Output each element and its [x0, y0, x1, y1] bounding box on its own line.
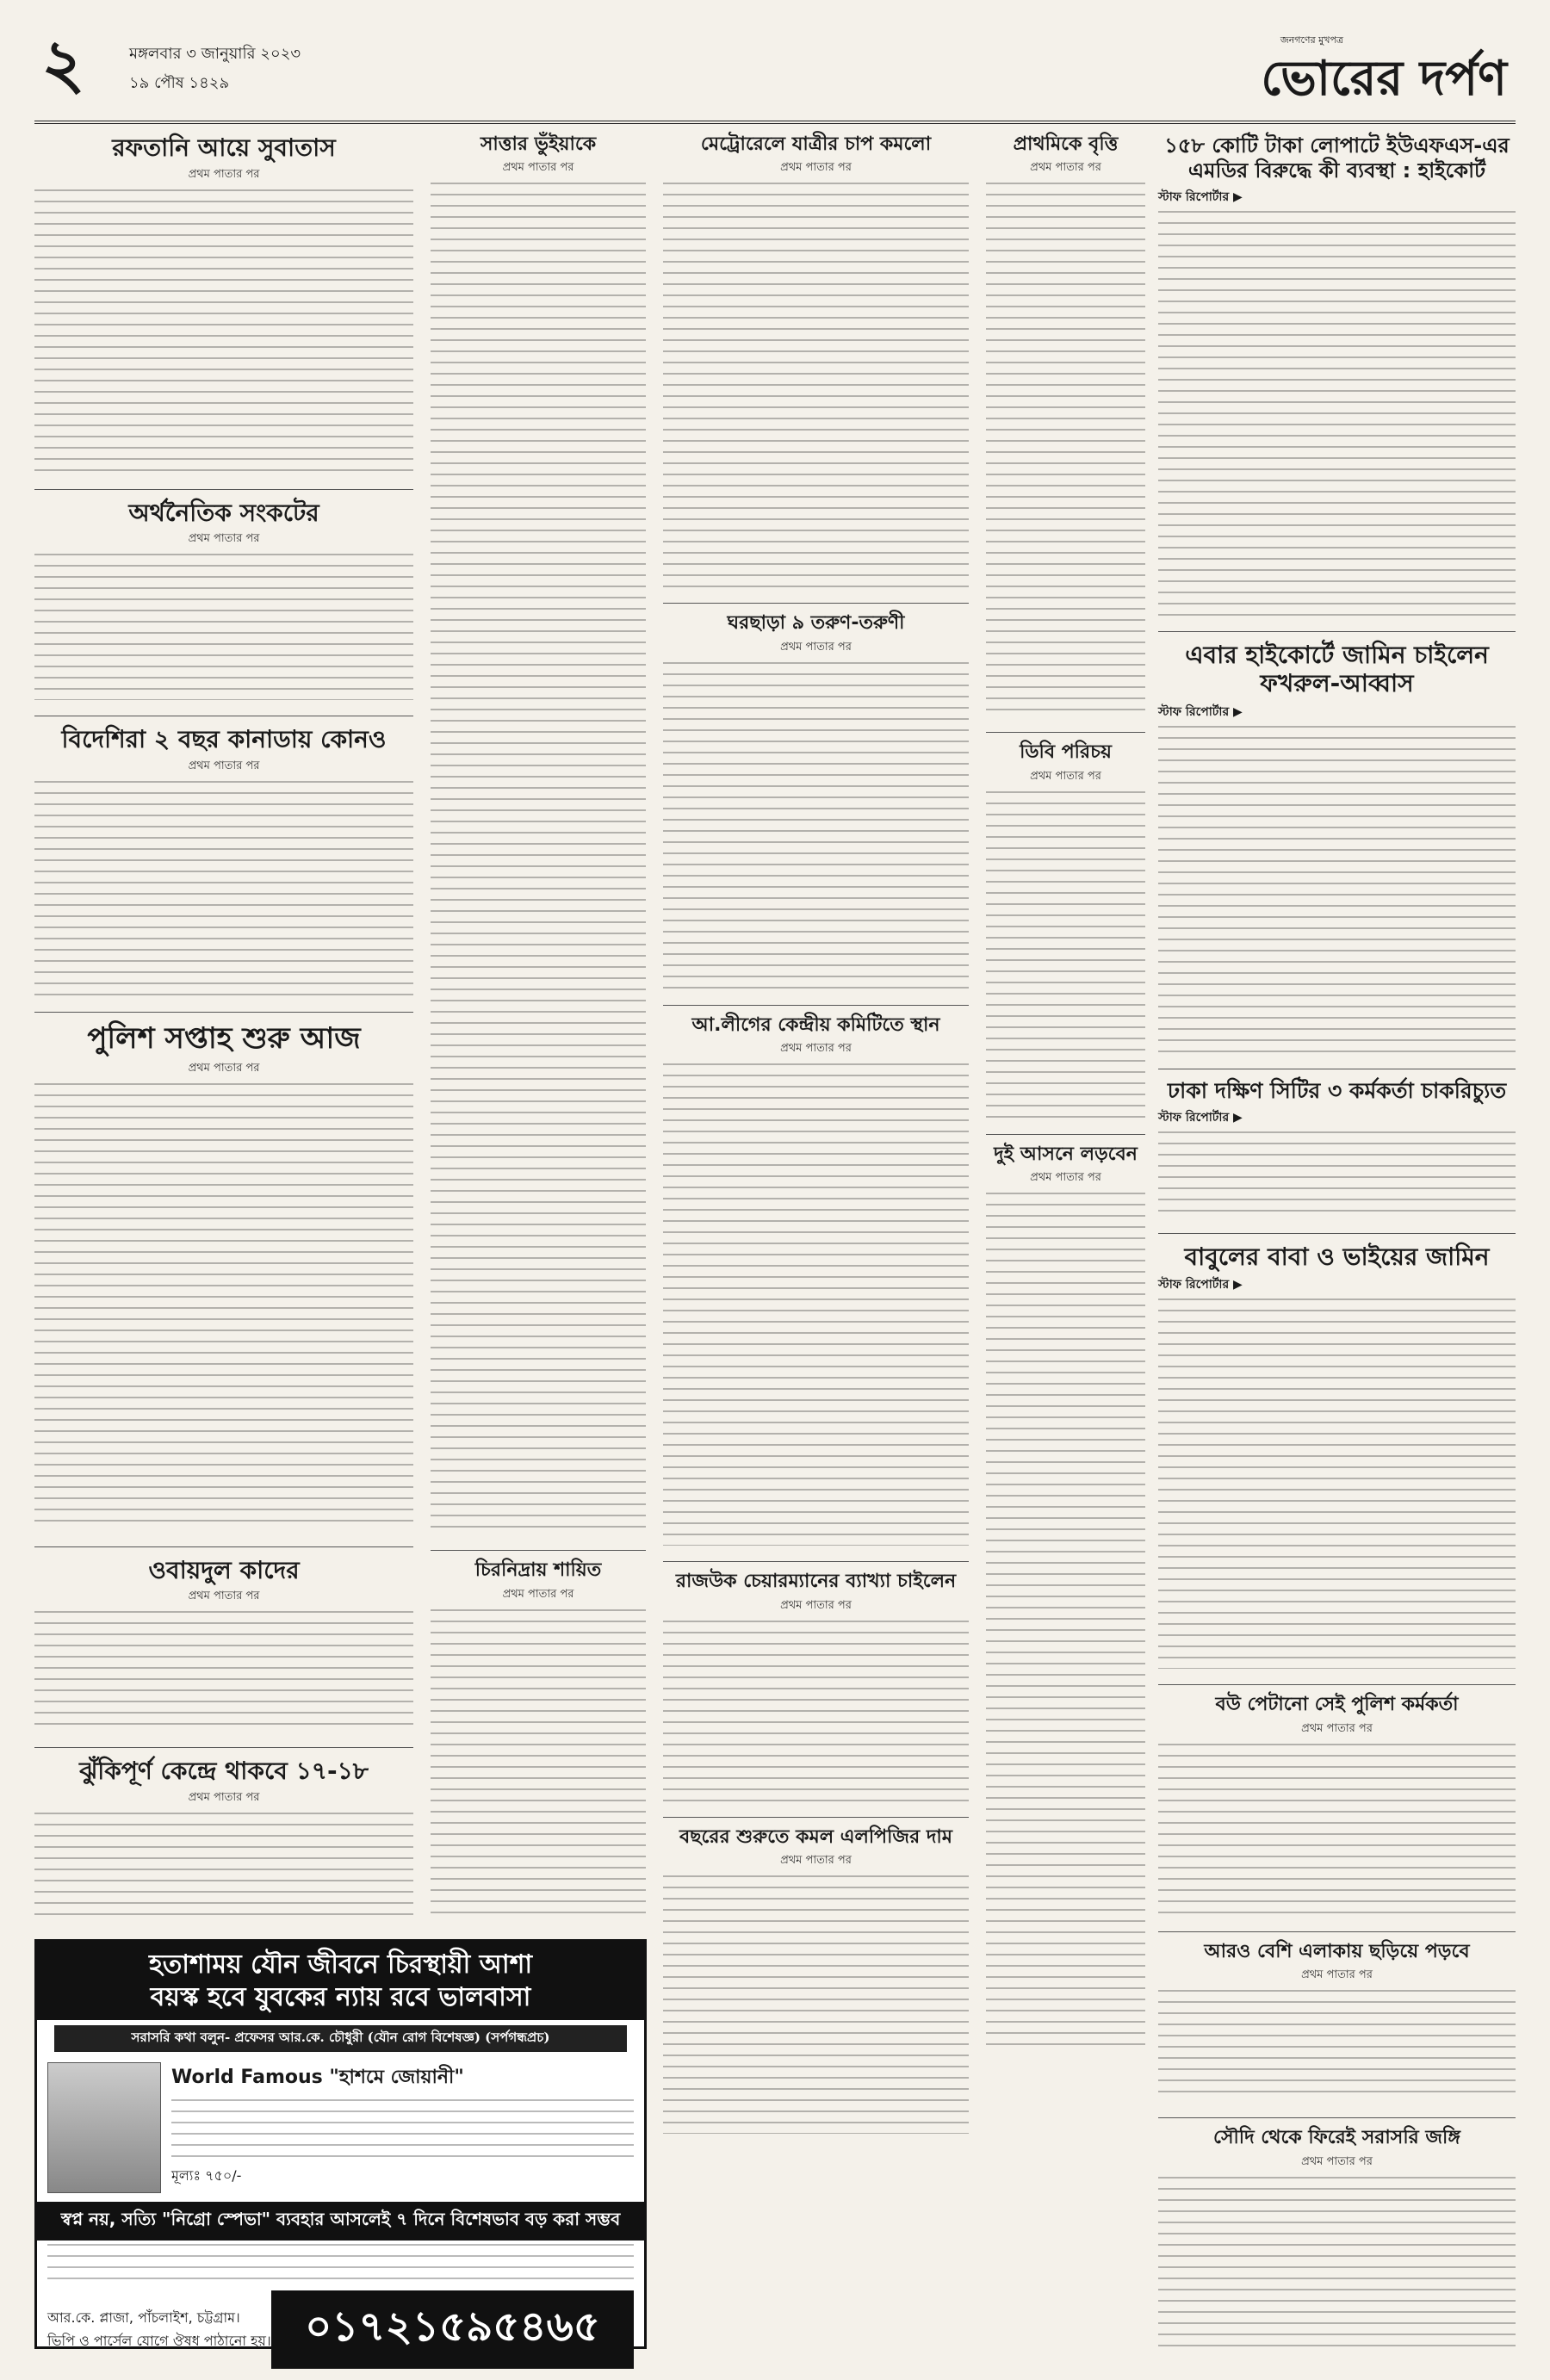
article-body [986, 1193, 1145, 2054]
byline: স্টাফ রিপোর্টার ▶ [1158, 1278, 1243, 1292]
date-gregorian: মঙ্গলবার ৩ জানুয়ারি ২০২৩ [129, 45, 301, 63]
article-two-seats [986, 1144, 1145, 2054]
article-body [34, 189, 413, 474]
article-metro-rail [663, 133, 969, 587]
headline: ঝুঁকিপূর্ণ কেন্দ্রে থাকবে ১৭-১৮ [79, 1757, 369, 1786]
article-body [1158, 211, 1516, 616]
headline: আরও বেশি এলাকায় ছড়িয়ে পড়বে [1204, 1940, 1470, 1962]
jump-label: প্রথম পাতার পর [1030, 161, 1101, 175]
jump-label: প্রথম পাতার পর [780, 1598, 852, 1612]
article-body [431, 183, 646, 1534]
article-body [663, 1621, 969, 1801]
article-babul [1158, 1243, 1516, 1670]
article-ufs-md [1158, 133, 1516, 616]
ad-phone: ০১৭২১৫৯৫৪৬৫ [271, 2290, 634, 2369]
ad-doctor-photo [47, 2062, 161, 2193]
column-5 [1158, 133, 1516, 2365]
column-1 [34, 133, 413, 1931]
ad-product-name: World Famous "হাশমে জোয়ানী" [171, 2067, 464, 2088]
article-body [1158, 1131, 1516, 1218]
byline: স্টাফ রিপোর্টার ▶ [1158, 704, 1243, 719]
article-obaidul-quader [34, 1556, 413, 1732]
headline: রফতানি আয়ে সুবাতাস [112, 133, 336, 162]
byline: স্টাফ রিপোর্টার ▶ [1158, 189, 1243, 204]
article-primary-stipend [986, 133, 1145, 716]
page-number: ২ [41, 25, 85, 103]
jump-label: প্রথম পাতার পর [188, 167, 260, 181]
column-2 [431, 133, 646, 1935]
headline: পুলিশ সপ্তাহ শুরু আজ [87, 1020, 361, 1056]
column-4 [986, 133, 1145, 2069]
headline: ঘরছাড়া ৯ তরুণ-তরুণী [727, 612, 905, 635]
jump-label: প্রথম পাতার পর [1301, 2154, 1373, 2168]
article-body [986, 791, 1145, 1119]
jump-label: প্রথম পাতার পর [780, 1853, 852, 1867]
article-body [1158, 2177, 1516, 2349]
article-body [34, 1083, 413, 1531]
ad-product-text [161, 2062, 634, 2193]
ad-banner-line-1: হতাশাময় যৌন জীবনে চিরস্থায়ী আশা [148, 1949, 533, 1980]
jump-label: প্রথম পাতার পর [188, 1590, 260, 1603]
article-police-week [34, 1021, 413, 1531]
article-canada [34, 725, 413, 996]
jump-label: প্রথম পাতার পর [188, 1061, 260, 1075]
ad-address-line-2: ভিপি ও পার্সেল যোগে ঔষধ পাঠানো হয়। [47, 2332, 271, 2349]
article-rajuk [663, 1571, 969, 1800]
article-body [431, 1609, 646, 1919]
ad-contact-tag: সরাসরি কথা বলুন- প্রফেসর আর.কে. চৌধুরী (যৌন রোগ বিশেষজ্ঞ) (সর্পগন্ধপ্রচ) [54, 2025, 627, 2052]
jump-label: প্রথম পাতার পর [780, 640, 852, 654]
headline: ঢাকা দক্ষিণ সিটির ৩ কর্মকর্তা চাকরিচ্যুত [1167, 1077, 1507, 1103]
headline: ১৫৮ কোটি টাকা লোপাটে ইউএফএস-এর এমডির বিরুদ্ধে কী ব্যবস্থা : হাইকোর্ট [1164, 133, 1510, 183]
article-body [663, 662, 969, 989]
ad-middle [37, 2057, 644, 2198]
article-body [663, 183, 969, 587]
article-lpg-price [663, 1826, 969, 2134]
jump-label: প্রথম পাতার পর [188, 532, 260, 546]
article-dhaka-south [1158, 1078, 1516, 1218]
jump-label: প্রথম পাতার পর [1030, 769, 1101, 783]
ad-banner-line-2: বয়স্ক হবে যুবকের ন্যায় রবে ভালবাসা [150, 1981, 531, 2012]
headline: বিদেশিরা ২ বছর কানাডায় কোনও [61, 725, 387, 754]
article-body [1158, 1990, 1516, 2102]
ad-fine-print [47, 2244, 634, 2282]
article-final-rest [431, 1559, 646, 1918]
ad-footer [37, 2285, 644, 2374]
ad-warning: স্বপ্ন নয়, সত্যি "নিগ্রো স্পেভা" ব্যবহার আসলেই ৭ দিনে বিশেষভাব বড় করা সম্ভব [37, 2202, 644, 2241]
masthead [34, 26, 1516, 124]
byline: স্টাফ রিপোর্টার ▶ [1158, 1110, 1243, 1125]
article-export-income [34, 133, 413, 474]
article-risky-centers [34, 1757, 413, 1916]
jump-label: প্রথম পাতার পর [188, 759, 260, 772]
article-body [34, 1813, 413, 1916]
article-body [1158, 1744, 1516, 1916]
article-db-identity [986, 741, 1145, 1118]
article-body [986, 183, 1145, 716]
article-wife-beating [1158, 1694, 1516, 1915]
article-body [1158, 1298, 1516, 1669]
jump-label: প্রথম পাতার পর [1030, 1171, 1101, 1185]
article-body [34, 554, 413, 700]
article-body [34, 781, 413, 996]
headline: রাজউক চেয়ারম্যানের ব্যাখ্যা চাইলেন [675, 1571, 957, 1593]
article-nine-youths [663, 612, 969, 989]
newspaper-page [34, 26, 1516, 2354]
headline: অর্থনৈতিক সংকটের [128, 498, 319, 527]
ad-body [171, 2099, 634, 2160]
headline: সাত্তার ভুঁইয়াকে [480, 133, 597, 155]
article-economic-crisis [34, 499, 413, 701]
ad-address-line-1: আর.কে. প্লাজা, পাঁচলাইশ, চট্টগ্রাম। [47, 2309, 240, 2326]
jump-label: প্রথম পাতার পর [502, 161, 574, 175]
headline: দুই আসনে লড়বেন [994, 1143, 1138, 1165]
headline: ডিবি পরিচয় [1020, 741, 1112, 764]
headline: সৌদি থেকে ফিরেই সরাসরি জঙ্গি [1213, 2127, 1460, 2149]
headline: বাবুলের বাবা ও ভাইয়ের জামিন [1184, 1242, 1490, 1271]
ad-address [47, 2307, 271, 2353]
article-body [34, 1611, 413, 1732]
advertisement [34, 1939, 647, 2349]
article-spread [1158, 1941, 1516, 2102]
jump-label: প্রথম পাতার পর [780, 161, 852, 175]
jump-label: প্রথম পাতার পর [188, 1790, 260, 1804]
headline: মেট্রোরেলে যাত্রীর চাপ কমলো [700, 133, 932, 155]
article-body [663, 1875, 969, 2134]
ad-banner [37, 1942, 644, 2020]
headline: প্রাথমিকে বৃত্তি [1013, 133, 1119, 155]
headline: ওবায়দুল কাদের [148, 1555, 300, 1584]
article-body [663, 1063, 969, 1546]
jump-label: প্রথম পাতার পর [1301, 1721, 1373, 1735]
column-3 [663, 133, 969, 2149]
headline: বউ পেটানো সেই পুলিশ কর্মকর্তা [1215, 1694, 1459, 1716]
headline: চিরনিদ্রায় শায়িত [474, 1559, 602, 1582]
paper-tagline: জনগণের মুখপত্র [1280, 34, 1343, 46]
article-sattar-bhuiyan [431, 133, 646, 1534]
jump-label: প্রথম পাতার পর [1301, 1968, 1373, 1982]
headline: আ.লীগের কেন্দ্রীয় কমিটিতে স্থান [691, 1013, 940, 1036]
jump-label: প্রথম পাতার পর [780, 1042, 852, 1056]
article-saudi-militant [1158, 2127, 1516, 2348]
jump-label: প্রথম পাতার পর [502, 1587, 574, 1601]
paper-name-logo: ভোরের দর্পণ [1261, 50, 1507, 107]
headline: এবার হাইকোর্টে জামিন চাইলেন ফখরুল-আব্বাস [1185, 640, 1489, 698]
article-al-committee [663, 1014, 969, 1546]
ad-price: মূল্যঃ ৭৫০/- [171, 2167, 242, 2184]
date-bengali: ১৯ পৌষ ১৪২৯ [129, 74, 230, 92]
headline: বছরের শুরুতে কমল এলপিজির দাম [679, 1825, 952, 1848]
article-fakhrul-abbas [1158, 641, 1516, 1053]
article-body [1158, 726, 1516, 1053]
